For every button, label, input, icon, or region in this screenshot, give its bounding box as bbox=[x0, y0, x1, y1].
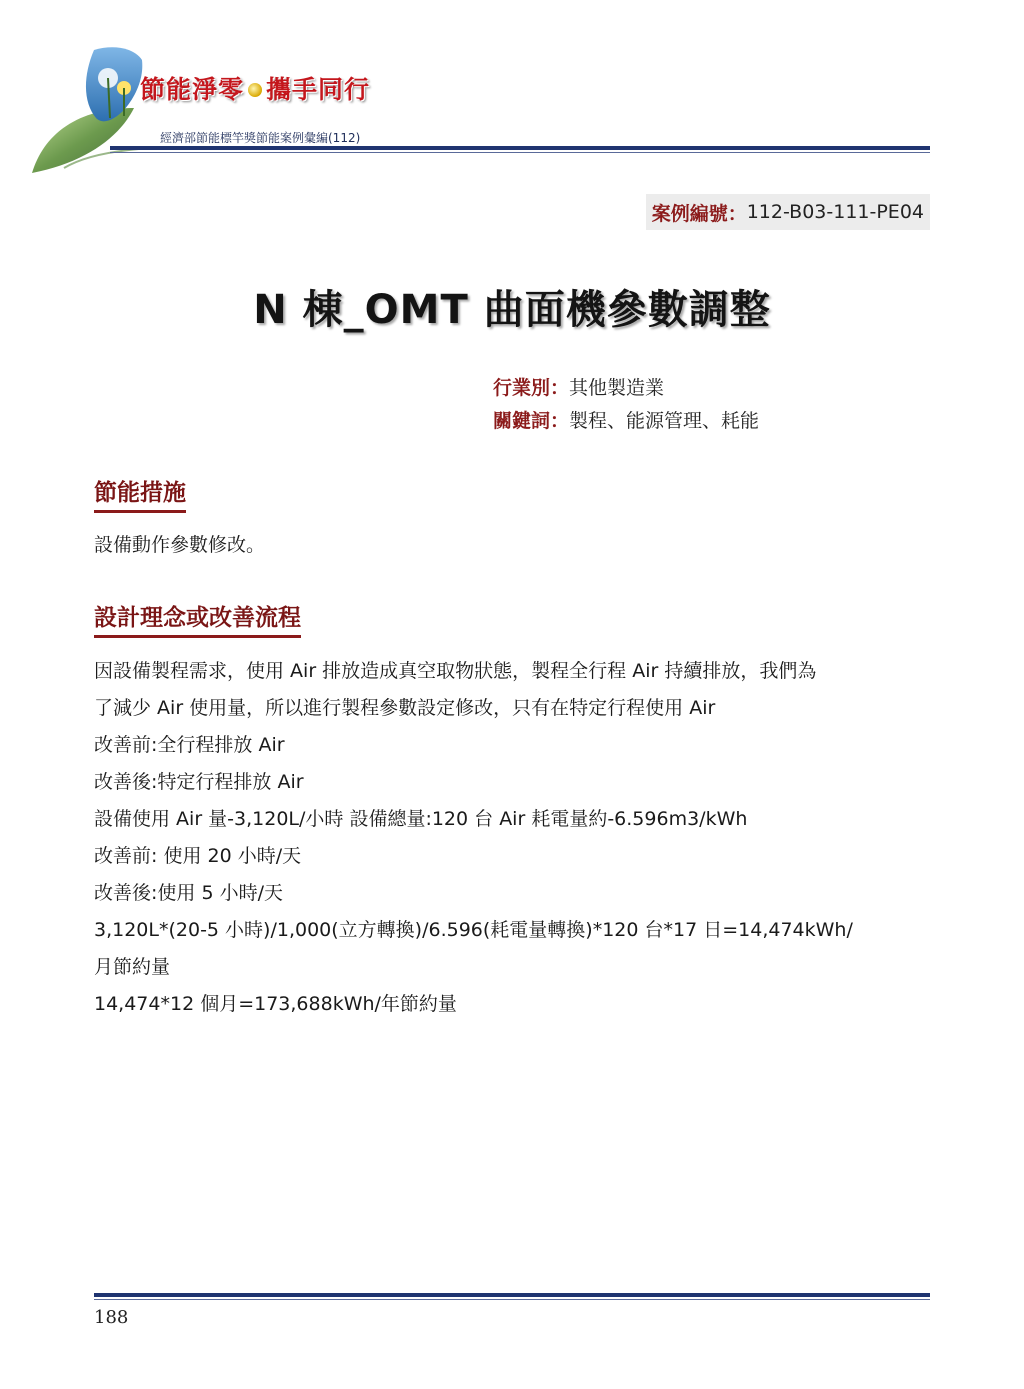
body-line: 了減少 Air 使用量，所以進行製程參數設定修改，只有在特定行程使用 Air bbox=[94, 697, 716, 719]
page-title: N 棟_OMT 曲面機參數調整 bbox=[253, 287, 771, 333]
body-line: 改善前:全行程排放 Air bbox=[94, 734, 285, 756]
body-line: 改善前: 使用 20 小時/天 bbox=[94, 845, 302, 867]
section-heading-measures: 節能措施 bbox=[94, 474, 186, 513]
section-heading-design: 設計理念或改善流程 bbox=[94, 599, 301, 638]
header-rule-thin bbox=[110, 152, 930, 153]
keywords-value: 製程、能源管理、耗能 bbox=[569, 410, 760, 432]
taiwan-leaf-logo-icon bbox=[24, 38, 174, 183]
brand-title bbox=[140, 70, 370, 106]
industry-row bbox=[493, 372, 759, 405]
case-meta bbox=[493, 372, 759, 438]
industry-label: 行業別： bbox=[493, 377, 570, 399]
page-number: 188 bbox=[94, 1307, 129, 1328]
keywords-label: 關鍵詞： bbox=[493, 410, 570, 432]
case-number-value: 112-B03-111-PE04 bbox=[746, 201, 924, 223]
body-line: 14,474*12 個月=173,688kWh/年節約量 bbox=[94, 993, 457, 1015]
keywords-row bbox=[493, 405, 759, 438]
design-body bbox=[94, 653, 934, 1023]
body-line: 月節約量 bbox=[94, 956, 171, 978]
body-line: 改善後:使用 5 小時/天 bbox=[94, 882, 283, 904]
body-line: 3,120L*(20-5 小時)/1,000(立方轉換)/6.596(耗電量轉換)*120 台*17 日=14,474kWh/ bbox=[94, 919, 853, 941]
footer-rule-thin bbox=[94, 1299, 930, 1300]
header-rule bbox=[110, 146, 930, 150]
brand-separator-icon bbox=[248, 83, 262, 97]
case-number-box bbox=[646, 194, 930, 230]
body-line: 因設備製程需求，使用 Air 排放造成真空取物狀態，製程全行程 Air 持續排放，我們為 bbox=[94, 660, 817, 682]
brand-title-left: 節能淨零 bbox=[140, 75, 245, 104]
case-number-label: 案例編號： bbox=[651, 202, 747, 225]
footer-rule bbox=[94, 1293, 930, 1297]
industry-value: 其他製造業 bbox=[569, 377, 665, 399]
header-subtitle: 經濟部節能標竿獎節能案例彙編(112) bbox=[160, 131, 361, 145]
measures-text: 設備動作參數修改。 bbox=[94, 534, 266, 556]
body-line: 設備使用 Air 量-3,120L/小時 設備總量:120 台 Air 耗電量約-6.596m3/kWh bbox=[94, 808, 748, 830]
body-line: 改善後:特定行程排放 Air bbox=[94, 771, 304, 793]
brand-title-right: 攜手同行 bbox=[266, 75, 371, 104]
